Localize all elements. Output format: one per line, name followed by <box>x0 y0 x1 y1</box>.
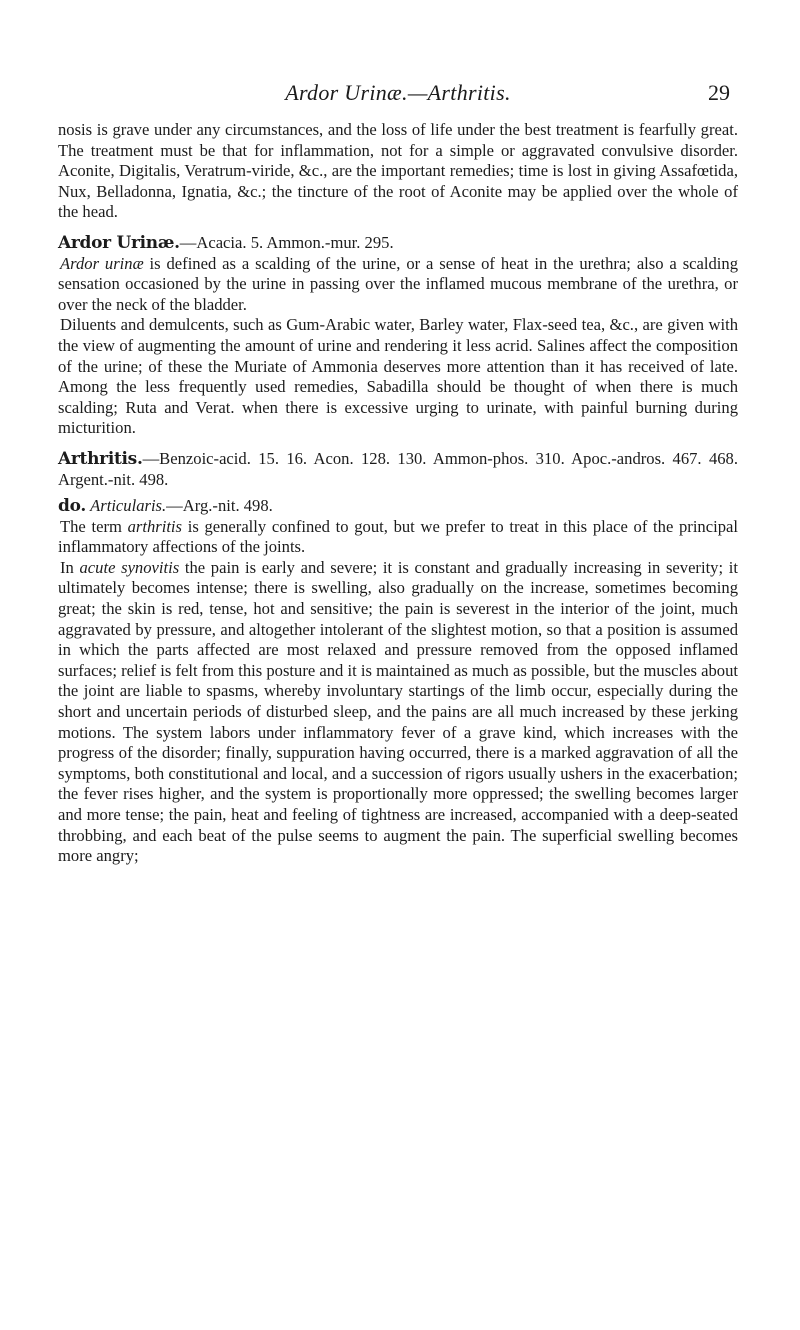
entry-arthritis <box>58 449 738 867</box>
entry-header-line <box>58 233 738 254</box>
running-head <box>58 80 738 114</box>
entry-header-line <box>58 449 738 490</box>
text-fragment: the pain is early and severe; it is constant and gradually increasing in severity; it ultimately becomes intense; there is swelling, also gradually on the increase, sometimes becoming great; the skin is red, tense, hot and sensitive; the pain is severest in the interior of the joint, much aggravated by pressure, and altogether intolerant of the slightest motion, so that a position is assumed in which the parts affected are most relaxed and pressure removed from the opposed inflamed surfaces; relief is felt from this posture and it is maintained as much as possible, but the muscles about the joint are liable to spasms, whereby involuntary startings of the limb occur, especially during the short and uncertain periods of disturbed sleep, and the pains are all much increased by these jerking motions. The system labors under inflammatory fever of a grave kind, which increases with the progress of the disorder; finally, suppuration having occurred, there is a marked aggravation of all the symptoms, both constitutional and local, and a succession of rigors usually ushers in the exacerbation; the fever rises higher, and the system is proportionally more oppressed; the swelling becomes larger and more tense; the pain, heat and feeling of tightness are increased, accompanied with a deep-seated throbbing, and each beat of the pulse seems to augment the pain. The superficial swelling becomes more angry; <box>58 557 738 866</box>
entry-references: —Benzoic-acid. 15. 16. Acon. 128. 130. Ammon-phos. 310. Apoc.-andros. 467. 468. Argent.-nit. 498. <box>58 448 738 489</box>
synovitis-paragraph <box>58 558 738 867</box>
definition-text: is defined as a scalding of the urine, or a sense of heat in the urethra; also a scalding sensation occasioned by the urine in passing over the inflamed mucous membrane of the urethra, or over the neck of the bladder. <box>58 253 738 314</box>
running-title: Ardor Urinæ.—Arthritis. <box>285 80 511 105</box>
page-number: 29 <box>708 80 730 105</box>
ditto-heading: do. <box>58 496 86 517</box>
text-fragment: The term <box>60 516 128 536</box>
treatment-paragraph: Diluents and demulcents, such as Gum-Arabic water, Barley water, Flax-seed tea, &c., are given with the view of augmenting the amount of urine and rendering it less acrid. Salines affect the composition of the urine; of these the Muriate of Ammonia deserves more attention than it has received of late. Among the less frequently used remedies, Sabadilla should be thought of when there is much scalding; Ruta and Verat. when there is excessive urging to urinate, with painful burning during micturition. <box>58 315 738 438</box>
entry-heading: Ardor Urinæ. <box>58 232 180 253</box>
sub-entry-term: Articularis. <box>90 496 167 516</box>
book-page <box>58 80 738 867</box>
text-fragment: In <box>60 557 80 577</box>
defined-term: arthritis <box>127 516 183 536</box>
entry-heading: Arthritis. <box>58 448 143 469</box>
text-fragment: is generally confined to gout, but we prefer to treat in this place of the principal inflammatory affections of the joints. <box>58 516 738 557</box>
defined-term: acute synovitis <box>79 557 180 577</box>
defined-term: Ardor urinæ <box>60 253 144 273</box>
entry-ardor-urinae <box>58 233 738 439</box>
sub-entry-line <box>58 496 738 517</box>
sub-entry-references: —Arg.-nit. 498. <box>166 496 273 516</box>
definition-paragraph <box>58 254 738 316</box>
paragraph-continuation: nosis is grave under any circumstances, and the loss of life under the best treatment is fearfully great. The treatment must be that for inflammation, not for a simple or aggravated convulsive disorder. Aconite, Digitalis, Veratrum-viride, &c., are the important remedies; time is lost in giving Assafœtida, Nux, Belladonna, Ignatia, &c.; the tincture of the root of Aconite may be applied over the whole of the head. <box>58 120 738 222</box>
entry-references: —Acacia. 5. Ammon.-mur. 295. <box>179 232 394 252</box>
definition-paragraph <box>58 517 738 558</box>
